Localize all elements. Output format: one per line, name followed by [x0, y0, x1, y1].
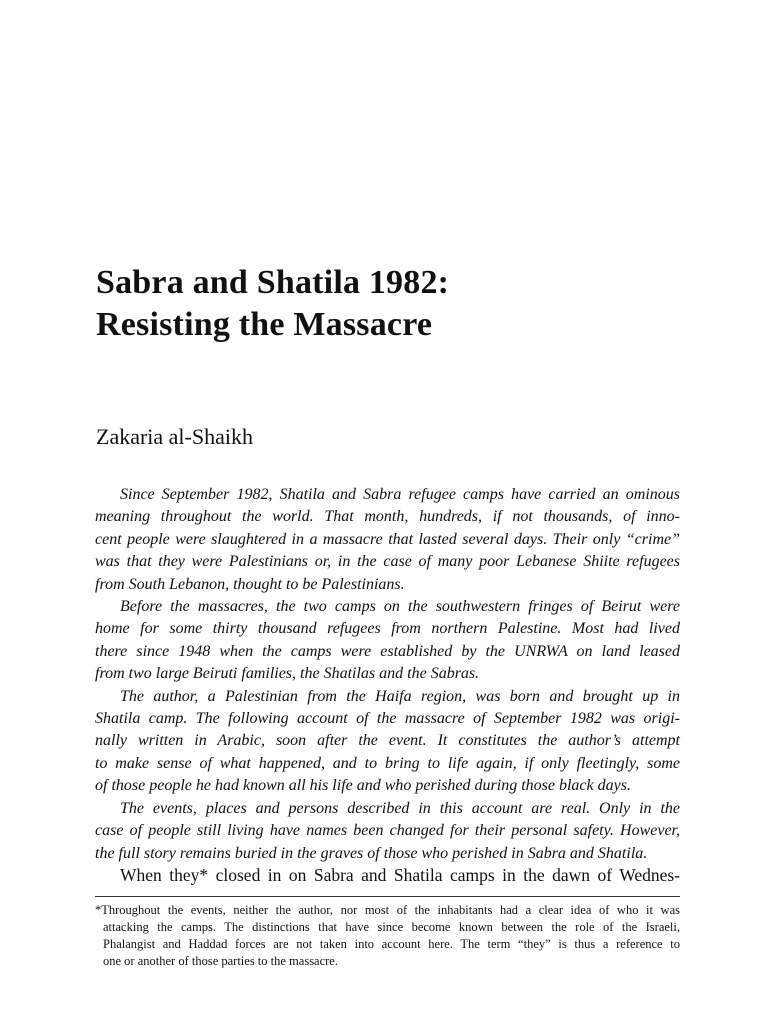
- author-name: Zakaria al-Shaikh: [96, 424, 253, 449]
- intro-line: the full story remains buried in the graves of those who perished in Sabra and Shatila.: [95, 844, 648, 862]
- intro-line: there since 1948 when the camps were established by the UNRWA on land leased: [95, 642, 680, 660]
- footnote-line: Phalangist and Haddad forces are not taken into account here. The term “they” is thus a reference to: [103, 937, 680, 951]
- body-first-line: When they* closed in on Sabra and Shatila camps in the dawn of Wednes-: [120, 865, 680, 885]
- intro-line: from two large Beiruti families, the Shatilas and the Sabras.: [95, 665, 480, 683]
- intro-line: The events, places and persons described in this account are real. Only in the: [120, 799, 680, 817]
- intro-line: Before the massacres, the two camps on the southwestern fringes of Beirut were: [120, 598, 680, 616]
- footnote-line: *Throughout the events, neither the author, nor most of the inhabitants had a clear idea of who it was: [95, 903, 680, 917]
- intro-line: Shatila camp. The following account of the massacre of September 1982 was origi-: [95, 710, 680, 728]
- footnote-divider: [95, 896, 680, 897]
- intro-line: case of people still living have names been changed for their personal safety. However,: [95, 822, 680, 840]
- footnote: [95, 902, 680, 970]
- footnote-line: attacking the camps. The distinctions that have since become known between the role of the Israeli,: [103, 920, 680, 934]
- intro-line: was that they were Palestinians or, in the case of many poor Lebanese Shiite refugees: [95, 553, 680, 571]
- intro-line: meaning throughout the world. That month, hundreds, if not thousands, of inno-: [95, 508, 680, 526]
- article-title: [96, 262, 449, 346]
- intro-line: The author, a Palestinian from the Haifa region, was born and brought up in: [120, 687, 680, 705]
- footnote-line: one or another of those parties to the massacre.: [103, 954, 338, 968]
- intro-line: home for some thirty thousand refugees from northern Palestine. Most had lived: [95, 620, 680, 638]
- editorial-introduction: [95, 484, 680, 865]
- intro-line: of those people he had known all his life and who perished during those black days.: [95, 777, 631, 795]
- article-title-line: Sabra and Shatila 1982:: [96, 264, 450, 301]
- intro-line: from South Lebanon, thought to be Palestinians.: [95, 575, 405, 593]
- intro-line: nally written in Arabic, soon after the event. It constitutes the author’s attempt: [95, 732, 680, 750]
- intro-line: to make sense of what happened, and to bring to life again, if only fleetingly, some: [95, 754, 680, 772]
- intro-line: Since September 1982, Shatila and Sabra refugee camps have carried an ominous: [120, 486, 680, 503]
- intro-line: cent people were slaughtered in a massacre that lasted several days. Their only “crime”: [95, 530, 680, 548]
- article-title-line: Resisting the Massacre: [96, 306, 433, 343]
